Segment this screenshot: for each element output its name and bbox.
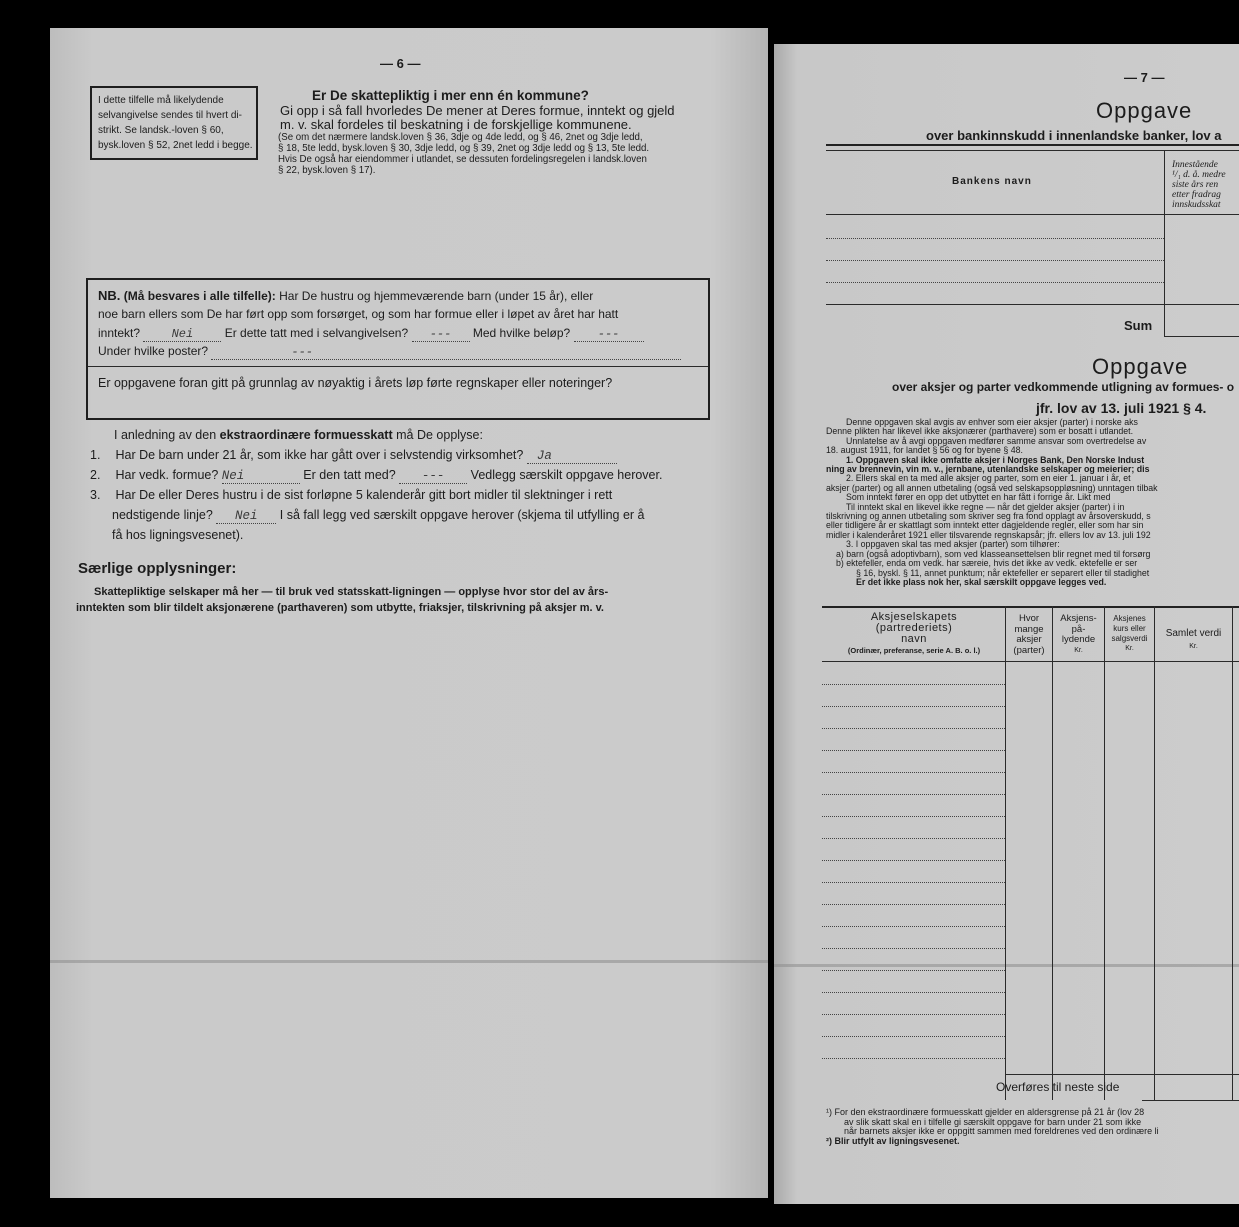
text-bold: ekstraordinære formuesskatt: [219, 428, 393, 442]
col-header-deposit: [1172, 160, 1226, 210]
text-line: § 22, bysk.loven § 17).: [278, 165, 376, 176]
table-row: [822, 750, 1005, 751]
col-rule: [1232, 606, 1233, 1100]
left-page: [50, 28, 768, 1198]
header-line: på-: [1071, 623, 1086, 635]
col-rule: [1005, 606, 1006, 1100]
question: Under hvilke poster?: [98, 344, 209, 358]
header-line: mange: [1014, 623, 1044, 635]
header-line: Kr.: [1125, 645, 1134, 652]
entry-line: [826, 260, 1164, 261]
header-line: Aksjenes: [1113, 614, 1146, 623]
footnote: ¹) For den ekstraordinære formuesskatt gjelder en aldersgrense på 21 år (lov 28: [826, 1107, 1145, 1117]
text-line: ning av brennevin, vin m. v., jernbane, utenlandske selskaper og meierier; dis: [826, 464, 1150, 475]
col-rule: [1154, 606, 1155, 1100]
text-line: midler i kalenderåret 1921 eller tilsvarende regnskapsår; jfr. ellers lov av 13. juli 192: [826, 529, 1151, 540]
table-row: [822, 1014, 1005, 1015]
col-header-price: [1105, 614, 1154, 654]
col-rule: [1104, 606, 1105, 1100]
table-row: [822, 948, 1005, 949]
item-number: 3.: [90, 488, 101, 502]
table-row: [822, 728, 1005, 729]
text-line: Denne plikten har likevel ikke aksjonærer (parthavere) som er bosatt i utlandet.: [826, 426, 1134, 437]
header-line: aksjer: [1016, 634, 1042, 645]
text: I anledning av den: [114, 428, 217, 442]
header-line: (parter): [1013, 644, 1045, 656]
header-line: siste års ren: [1172, 180, 1219, 190]
shares-title: Oppgave: [1092, 354, 1189, 379]
text-line: 2. Ellers skal en ta med alle aksjer og parter, som en eier 1. januar i år, et: [846, 473, 1131, 484]
text-line: 18. august 1911, for landet § 56 og for byene § 48.: [826, 445, 1023, 456]
question: Med hvilke beløp?: [472, 326, 571, 340]
col-header-count: [1006, 614, 1052, 656]
text-line: 3. I oppgaven skal tas med aksjer (parter) som tilhører:: [846, 539, 1060, 550]
header-line: Kr.: [1189, 643, 1198, 650]
divider: [88, 366, 708, 367]
answer-income: Nei: [143, 327, 221, 342]
answer: Nei: [222, 469, 300, 484]
footnote: ²) Blir utfylt av ligningsvesenet.: [826, 1135, 960, 1146]
extra-q1: [90, 448, 617, 464]
text-line: a) barn (også adoptivbarn), som ved klasseansettelsen blir regnet med til forsørg: [836, 548, 1151, 559]
fold-line: [50, 960, 768, 963]
nb-line1: [98, 288, 593, 303]
text-line: Hvis De også har eiendommer i utlandet, se dessuten fordelingsregelen i landsk.loven: [278, 154, 647, 165]
col-header-total: [1155, 626, 1232, 652]
section-text: [280, 104, 675, 132]
nb-posts-line: [98, 344, 681, 360]
extra-q3: [90, 488, 612, 502]
header-line: kurs eller: [1113, 624, 1146, 633]
table-row: [822, 970, 1005, 971]
table-row: [822, 860, 1005, 861]
header-line: Kr.: [1074, 646, 1083, 654]
shares-subtitle: over aksjer og parter vedkommende utligning av formues- o: [892, 380, 1235, 394]
text-line: Unnlatelse av å avgi oppgaven medfører samme ansvar som overtredelse av: [846, 435, 1147, 446]
item-number: 1.: [90, 448, 101, 462]
nb-label: NB.: [98, 288, 121, 303]
extra-q2: [90, 468, 662, 484]
header-line: Samlet verdi: [1165, 628, 1222, 639]
table-row: [822, 684, 1005, 685]
text-line: Denne oppgaven skal avgis av enhver som eier aksjer (parter) i norske aks: [846, 417, 1138, 427]
nb-box: [86, 278, 710, 420]
col-header-company: [826, 612, 1002, 656]
header-line: (Ordinær, preferanse, serie A. B. o. l.): [847, 646, 981, 655]
side-note-line: selvangivelse sendes til hvert di-: [98, 110, 242, 121]
entry-line: [826, 238, 1164, 239]
carry-over-label: Overføres til neste side: [996, 1080, 1120, 1094]
question: Er dette tatt med i selvangivelsen?: [224, 326, 409, 340]
text-line: Som inntekt fører en opp det utbyttet en har fått i forrige år. Likt med: [846, 492, 1111, 503]
special-text: inntekten som blir tildelt aksjonærene (parthaveren) som utbytte, friaksjer, tilskrivning på aksjer m. v.: [76, 602, 604, 614]
side-note-line: bysk.loven § 52, 2net ledd i begge.: [98, 140, 253, 151]
text-line: m. v. skal fordeles til beskatning i de forskjellige kommunene.: [280, 117, 632, 132]
header-line: ¹/₁ d. å. medre: [1172, 170, 1226, 180]
table-rule: [822, 661, 1239, 662]
answer-posts: ---: [211, 345, 681, 360]
table-row: [822, 794, 1005, 795]
text-line: eller tidligere år er skattlagt som inntekt etter dagjeldende regler, eller som har sin: [826, 520, 1144, 531]
header-line: (partrederiets): [875, 622, 953, 634]
header-line: etter fradrag: [1172, 190, 1221, 200]
text-line: Til inntekt skal en likevel ikke regne — når det gjelder aksjer (parter) i in: [846, 501, 1125, 512]
table-rule: [1005, 1074, 1239, 1075]
bank-subtitle: over bankinnskudd i innenlandske banker, lov a: [926, 128, 1222, 143]
question: Vedlegg særskilt oppgave herover.: [470, 468, 663, 482]
rule: [826, 144, 1239, 146]
text: må De opplyse:: [396, 428, 483, 442]
question: Har vedk. formue?: [115, 468, 219, 482]
footnotes: [826, 1108, 1159, 1146]
col-header: Bankens navn: [952, 176, 1032, 187]
col-header-nominal: [1053, 614, 1104, 656]
page-number: — 6 —: [380, 56, 421, 71]
fold-line: [774, 964, 1239, 967]
table-row: [822, 1058, 1005, 1059]
rule: [826, 304, 1239, 305]
extra-intro: [114, 428, 483, 442]
table-row: [822, 816, 1005, 817]
extra-q3-line2: [112, 508, 645, 524]
table-row: [822, 838, 1005, 839]
text-line: b) ektefeller, enda om vedk. har særeie, hvis det ikke av vedk. ektefelle er ser: [836, 558, 1138, 569]
question: inntekt?: [98, 326, 141, 340]
table-row: [822, 904, 1005, 905]
footnote: når barnets aksjer ikke er oppgitt sammen med foreldrenes ved den ordinære li: [844, 1126, 1159, 1136]
rule: [1164, 336, 1239, 337]
side-note-box: [90, 86, 258, 160]
answer: Nei: [216, 509, 276, 524]
answer: Ja: [527, 449, 617, 464]
rule: [826, 150, 1239, 151]
text-line: Er det ikke plass nok her, skal særskilt oppgave legges ved.: [856, 576, 1107, 587]
table-rule: [1142, 1100, 1239, 1101]
table-row: [822, 706, 1005, 707]
nb-text: noe barn ellers som De har ført opp som forsørget, og som har formue eller i løpet av året har hatt: [98, 307, 619, 321]
right-page: [774, 44, 1239, 1204]
table-rule: [822, 606, 1239, 608]
bank-title: Oppgave: [1096, 98, 1193, 123]
side-note-line: strikt. Se landsk.-loven § 60,: [98, 125, 224, 136]
nb-income-line: [98, 326, 644, 342]
text-line: § 18, 5te ledd, bysk.loven § 30, 3dje ledd, og § 39, 2net og 3dje ledd og § 13, 5te ledd.: [278, 143, 650, 154]
nb-text: Har De hustru og hjemmeværende barn (under 15 år), eller: [279, 289, 594, 303]
sum-label: Sum: [1124, 318, 1153, 333]
accounting-question: Er oppgavene foran gitt på grunnlag av nøyaktig i årets løp førte regnskaper eller noteringer?: [98, 376, 613, 390]
header-line: salgsverdi: [1111, 634, 1148, 643]
footnote: av slik skatt skal en i tilfelle gi særskilt oppgave for barn under 21 som ikke: [844, 1116, 1142, 1127]
header-line: innskudsskat: [1172, 200, 1221, 210]
question: I så fall legg ved særskilt oppgave herover (skjema til utfylling er å: [279, 508, 645, 522]
header-line: Aksjeselskapets: [870, 611, 958, 623]
text-line: (Se om det nærmere landsk.loven § 36, 3dje og 4de ledd, og § 46, 2net og 3dje ledd,: [278, 132, 643, 143]
question: få hos ligningsvesenet).: [112, 528, 244, 542]
answer-amount: ---: [574, 327, 644, 342]
table-row: [822, 992, 1005, 993]
col-rule: [1052, 606, 1053, 1100]
page-number: — 7 —: [1124, 70, 1165, 85]
rule: [826, 214, 1239, 215]
table-row: [822, 926, 1005, 927]
header-line: navn: [901, 633, 927, 645]
header-line: Hvor: [1018, 613, 1040, 624]
nb-bold: (Må besvares i alle tilfelle):: [123, 289, 276, 303]
text-line: § 16, byskl. § 11, annet punktum; når ektefeller er separert eller til stadighet: [856, 567, 1150, 578]
question: nedstigende linje?: [112, 508, 213, 522]
text-line: tilskrivning og annen utbetaling som skriver seg fra fond opplagt av årsoverskudd, s: [826, 511, 1151, 522]
table-row: [822, 1036, 1005, 1037]
question: Er den tatt med?: [303, 468, 396, 482]
shares-subtitle: jfr. lov av 13. juli 1921 § 4.: [1036, 400, 1207, 416]
text-line: Gi opp i så fall hvorledes De mener at Deres formue, inntekt og gjeld: [280, 103, 675, 118]
header-line: Aksjens-: [1060, 613, 1097, 624]
header-line: Innestående: [1172, 160, 1218, 170]
header-line: lydende: [1061, 634, 1096, 645]
text-line: 1. Oppgaven skal ikke omfatte aksjer i Norges Bank, Den Norske Indust: [846, 454, 1145, 465]
item-number: 2.: [90, 468, 101, 482]
entry-line: [826, 282, 1164, 283]
answer: ---: [399, 469, 467, 484]
col-rule: [1164, 150, 1165, 336]
text-line: aksjer (parter) og all annen utbetaling (også ved selskapsoppløsning) unntagen tilbak: [826, 482, 1158, 493]
shares-instructions: [826, 418, 1158, 587]
question: Har De barn under 21 år, som ikke har gått over i selvstendig virksomhet?: [115, 448, 524, 462]
special-title: Særlige opplysninger:: [78, 560, 237, 577]
table-row: [822, 772, 1005, 773]
section-small-text: [278, 132, 649, 176]
question: Har De eller Deres hustru i de sist forløpne 5 kalenderår gitt bort midler til slektninger i rett: [115, 488, 613, 502]
side-note-line: I dette tilfelle må likelydende: [98, 95, 224, 106]
side-note: [98, 93, 253, 153]
answer-included: ---: [412, 327, 470, 342]
table-row: [822, 882, 1005, 883]
section-title: Er De skattepliktig i mer enn én kommune?: [312, 88, 589, 103]
special-text: Skattepliktige selskaper må her — til bruk ved statsskatt-ligningen — opplyse hvor stor del av års-: [94, 586, 609, 598]
